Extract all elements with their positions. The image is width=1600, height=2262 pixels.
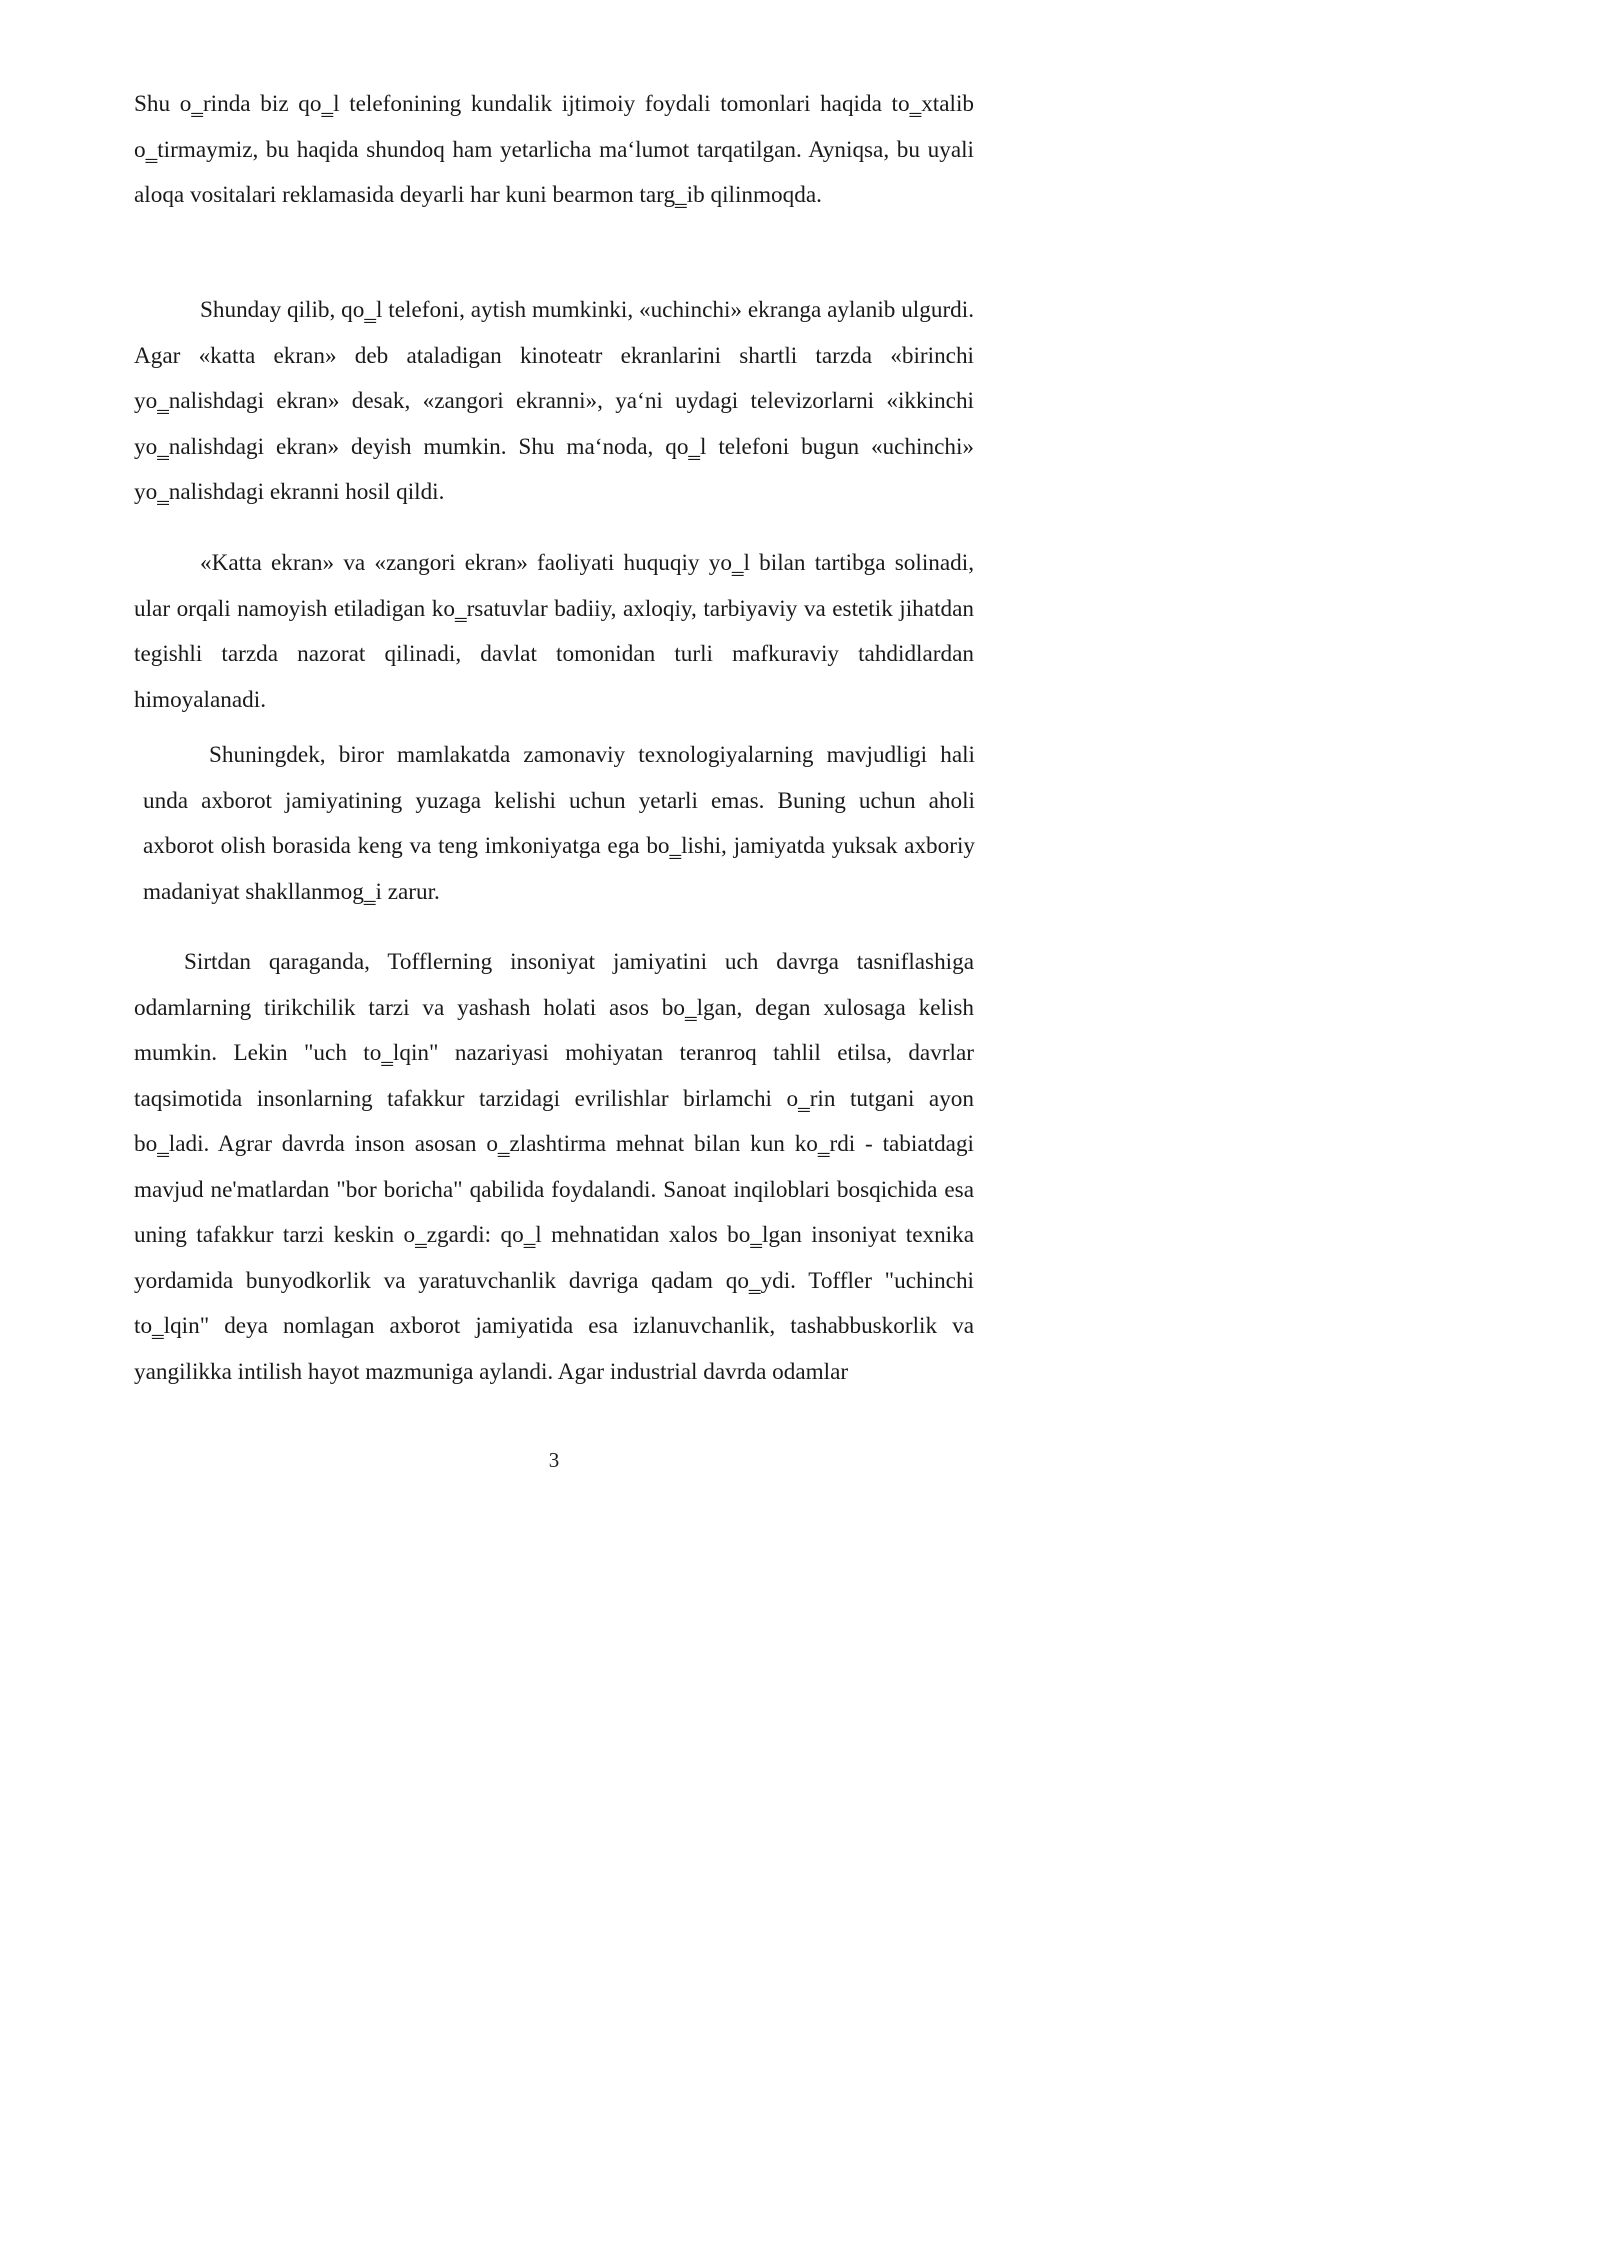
paragraph-information-society-conditions: Shuningdek, biror mamlakatda zamonaviy texnologiyalarning mavjudligi hali unda axborot jamiyatining yuzaga kelishi uchun yetarli emas. Buning uchun aholi axborot olish borasida keng va teng imkoniyatga ega bo‗lishi, jamiyatda yuksak axboriy madaniyat shakllanmog‗i zarur. (143, 742, 975, 905)
paragraph-third-screen: Shunday qilib, qo‗l telefoni, aytish mumkinki, «uchinchi» ekranga aylanib ulgurdi. Agar «katta ekran» deb ataladigan kinoteatr ekranlarini shartli tarzda «birinchi yo‗nalishdagi ekran» desak, «zangori ekranni», ya‘ni uydagi televizorlarni «ikkinchi yo‗nalishdagi ekran» deyish mumkin. Shu ma‘noda, qo‗l telefoni bugun «uchinchi» yo‗nalishdagi ekranni hosil qildi. (134, 297, 974, 505)
document-page (0, 0, 1108, 1568)
paragraph-mobile-phone-benefits: Shu o‗rinda biz qo‗l telefonining kundalik ijtimoiy foydali tomonlari haqida to‗xtalib o‗tirmaymiz, bu haqida shundoq ham yetarlicha ma‘lumot tarqatilgan. Ayniqsa, bu uyali aloqa vositalari reklamasida deyarli har kuni bearmon targ‗ib qilinmoqda. (134, 91, 974, 208)
paragraph-toffler-three-waves: Sirtdan qaraganda, Tofflerning insoniyat jamiyatini uch davrga tasniflashiga odamlarning tirikchilik tarzi va yashash holati asos bo‗lgan, degan xulosaga kelish mumkin. Lekin "uch to‗lqin" nazariyasi mohiyatan teranroq tahlil etilsa, davrlar taqsimotida insonlarning tafakkur tarzidagi evrilishlar birlamchi o‗rin tutgani ayon bo‗ladi. Agrar davrda inson asosan o‗zlashtirma mehnat bilan kun ko‗rdi - tabiatdagi mavjud ne'matlardan "bor boricha" qabilida foydalandi. Sanoat inqiloblari bosqichida esa uning tafakkur tarzi keskin o‗zgardi: qo‗l mehnatidan xalos bo‗lgan insoniyat texnika yordamida bunyodkorlik va yaratuvchanlik davriga qadam qo‗ydi. Toffler "uchinchi to‗lqin" deya nomlagan axborot jamiyatida esa izlanuvchanlik, tashabbuskorlik va yangilikka intilish hayot mazmuniga aylandi. Agar industrial davrda odamlar (134, 949, 974, 1385)
page-number: 3 (548, 1448, 560, 1472)
paragraph-screen-regulation: «Katta ekran» va «zangori ekran» faoliyati huquqiy yo‗l bilan tartibga solinadi, ular orqali namoyish etiladigan ko‗rsatuvlar badiiy, axloqiy, tarbiyaviy va estetik jihatdan tegishli tarzda nazorat qilinadi, davlat tomonidan turli mafkuraviy tahdidlardan himoyalanadi. (134, 550, 974, 713)
